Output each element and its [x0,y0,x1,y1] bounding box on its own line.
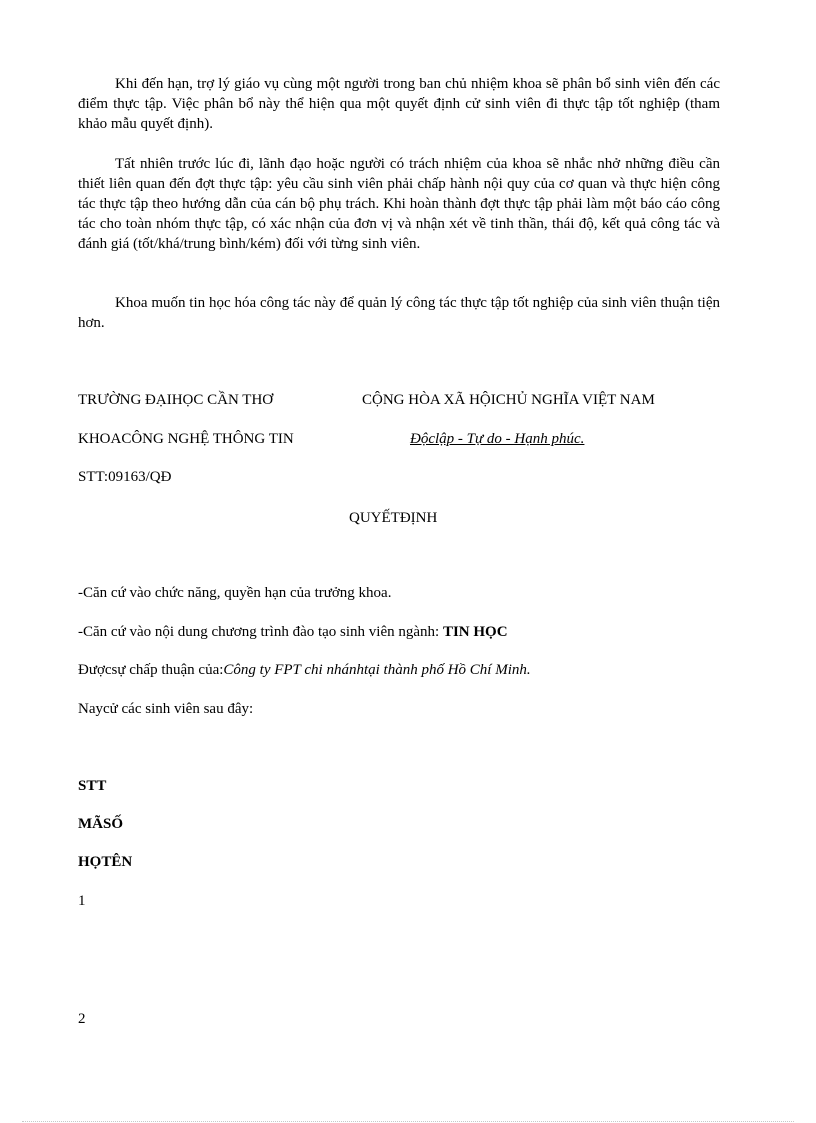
intro-paragraph-2: Tất nhiên trước lúc đi, lãnh đạo hoặc người có trách nhiệm của khoa sẽ nhắc nhở những điều cần thiết liên quan đến đợt thực tập: yêu cầu sinh viên phải chấp hành nội quy của cơ quan và thực hiện công tác thực tập theo hướng dẫn của cán bộ phụ trách. Khi hoàn thành đợt thực tập phải làm một báo cáo công tác cho toàn nhóm thực tập, có xác nhận của đơn vị và nhận xét về tinh thần, thái độ, kết quả công tác và đánh giá (tốt/khá/trung bình/kém) đối với từng sinh viên. [78,156,720,252]
intro-paragraph-1: Khi đến hạn, trợ lý giáo vụ cùng một người trong ban chủ nhiệm khoa sẽ phân bổ sinh viên đến các điểm thực tập. Việc phân bổ này thể hiện qua một quyết định cử sinh viên đi thực tập tốt nghiệp (tham khảo mẫu quyết định). [78,76,720,132]
table-header-stt: STT [78,778,107,794]
table-row-1-number: 1 [78,893,86,909]
page-bottom-divider [22,1121,794,1122]
school-name: TRƯỜNG ĐẠIHỌC CẦN THƠ [78,392,274,408]
basis-line-2-text: -Căn cứ vào nội dung chương trình đào tạo sinh viên ngành: [78,624,443,640]
table-row-2-number: 2 [78,1011,86,1027]
table-header-full-name: HỌTÊN [78,854,133,870]
assignment-line: Naycử các sinh viên sau đây: [78,701,254,717]
intro-paragraph-3: Khoa muốn tin học hóa công tác này để quản lý công tác thực tập tốt nghiệp của sinh viên thuận tiện hơn. [78,295,720,331]
national-motto: Độclập - Tự do - Hạnh phúc. [410,431,585,447]
basis-line-1: -Căn cứ vào chức năng, quyền hạn của trưởng khoa. [78,585,392,601]
approval-label: Đượcsự chấp thuận của: [78,662,224,678]
table-header-student-id: MÃSỐ [78,816,123,832]
faculty-name: KHOACÔNG NGHỆ THÔNG TIN [78,431,294,447]
major-name: TIN HỌC [442,624,508,640]
republic-name: CỘNG HÒA XÃ HỘICHỦ NGHĨA VIỆT NAM [362,392,655,408]
basis-line-2 [78,622,508,642]
decision-number: STT:09163/QĐ [78,469,172,485]
approval-line [78,660,531,680]
approving-company: Công ty FPT chi nhánhtại thành phố Hồ Chí Minh. [223,662,531,678]
decision-title: QUYẾTĐỊNH [349,510,438,526]
